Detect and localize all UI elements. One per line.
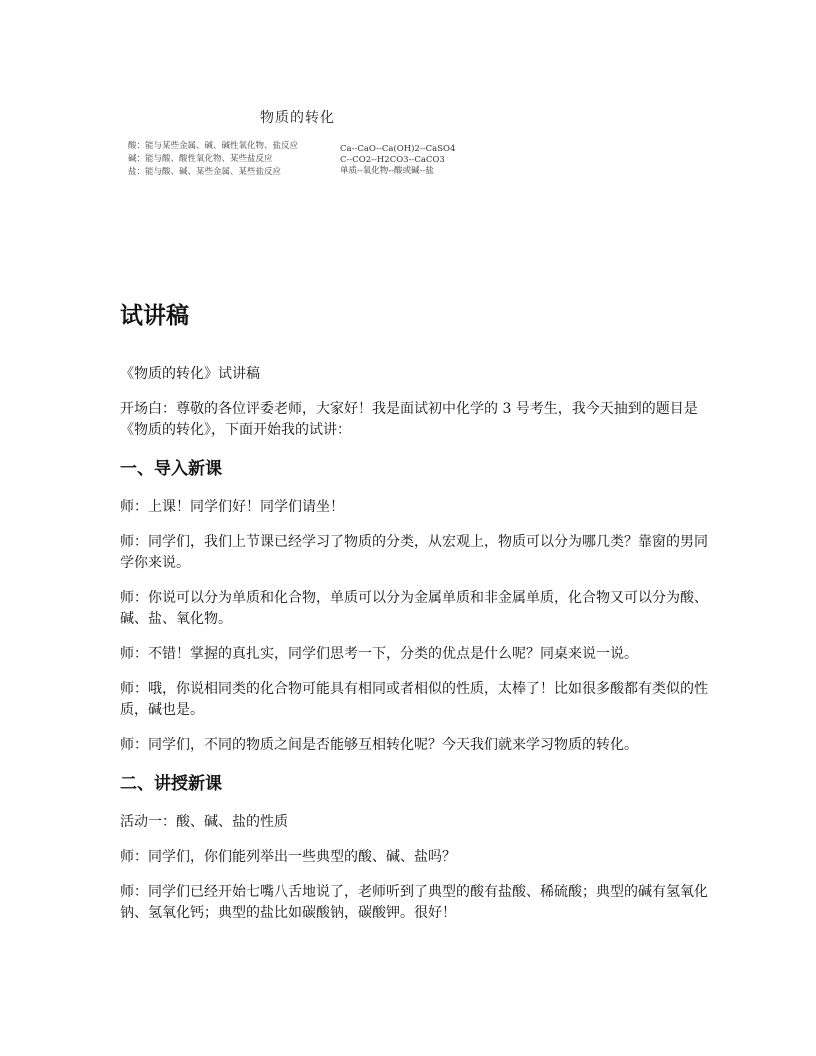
paragraph: 师：同学们，不同的物质之间是否能够互相转化呢？今天我们就来学习物质的转化。 bbox=[120, 737, 638, 753]
document-body bbox=[120, 296, 716, 938]
paragraph: 师：上课！同学们好！同学们请坐！ bbox=[120, 499, 344, 515]
paragraph: 师：同学们已经开始七嘴八舌地说了，老师听到了典型的酸有盐酸、稀硫酸；典型的碱有氢氧化钠、氢氧化钙；典型的盐比如碳酸钠，碳酸钾。很好！ bbox=[120, 884, 708, 921]
paragraph: 师：同学们，你们能列举出一些典型的酸、碱、盐吗？ bbox=[120, 849, 456, 865]
board-chain-general: 单质--氧化物--酸或碱--盐 bbox=[340, 166, 434, 176]
board-line-acid: 酸：能与某些金属、碱、碱性氧化物、盐反应 bbox=[128, 141, 299, 151]
board-line-salt: 盐：能与酸、碱、某些金属、某些盐反应 bbox=[128, 167, 282, 177]
paragraph: 师：哦，你说相同类的化合物可能具有相同或者相似的性质，太棒了！比如很多酸都有类似的性质，碱也是。 bbox=[120, 681, 708, 718]
board-chain-calcium: Ca--CaO--Ca(OH)2--CaSO4 bbox=[340, 144, 456, 154]
blackboard-figure bbox=[120, 100, 460, 190]
board-chain-carbon: C--CO2--H2CO3--CaCO3 bbox=[340, 155, 445, 165]
paragraph: 师：你说可以分为单质和化合物，单质可以分为金属单质和非金属单质，化合物又可以分为酸、碱、盐、氧化物。 bbox=[120, 590, 708, 627]
paragraph-opening: 开场白：尊敬的各位评委老师，大家好！我是面试初中化学的 3 号考生，我今天抽到的题目是《物质的转化》，下面开始我的试讲： bbox=[120, 401, 698, 438]
section-heading-teaching: 二、讲授新课 bbox=[120, 774, 222, 794]
paragraph-subtitle: 《物质的转化》试讲稿 bbox=[120, 366, 260, 382]
section-heading-intro: 一、导入新课 bbox=[120, 459, 222, 479]
paragraph: 师：同学们，我们上节课已经学习了物质的分类，从宏观上，物质可以分为哪几类？靠窗的男同学你来说。 bbox=[120, 534, 708, 571]
paragraph-activity: 活动一：酸、碱、盐的性质 bbox=[120, 814, 288, 830]
board-properties-list bbox=[128, 140, 328, 179]
board-title: 物质的转化 bbox=[260, 110, 335, 126]
paragraph: 师：不错！掌握的真扎实，同学们思考一下，分类的优点是什么呢？同桌来说一说。 bbox=[120, 646, 638, 662]
board-line-base: 碱：能与酸、酸性氧化物、某些盐反应 bbox=[128, 154, 273, 164]
document-title: 试讲稿 bbox=[120, 303, 189, 329]
board-conversion-chain bbox=[340, 144, 460, 177]
